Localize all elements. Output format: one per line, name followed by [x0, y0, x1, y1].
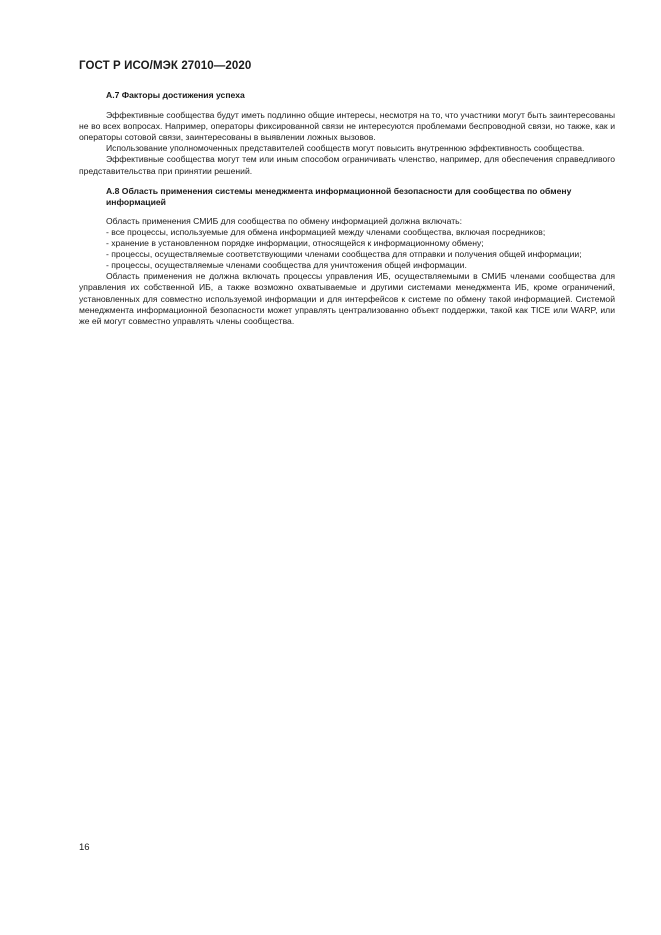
- section-a8-closing-paragraph: Область применения не должна включать процессы управления ИБ, осуществляемыми в СМИБ членами сообщества для управления их собственной ИБ, а также возможно охватываемые и другими системами менеджмента ИБ, кроме ограничений, установленных для совместно используемой информации и для интерфейсов к системе по обмену такой информацией. Системой менеджмента информационной безопасности может управлять централизованно объект поддержки, такой как TICE или WARP, или же ей могут совместно управлять члены сообщества.: [79, 271, 615, 326]
- section-a8-list-item-1: - все процессы, используемые для обмена информацией между членами сообщества, включая посредников;: [106, 226, 546, 237]
- section-a8-list-item-2: - хранение в установленном порядке информации, относящейся к информационному обмену;: [106, 238, 484, 249]
- section-a7-paragraph-3: Эффективные сообщества могут тем или иным способом ограничивать членство, например, для обеспечения справедливого представительства при принятии решений.: [79, 154, 615, 176]
- page-content: [79, 90, 615, 327]
- section-a8-list-item-4: - процессы, осуществляемые членами сообщества для уничтожения общей информации.: [106, 260, 467, 271]
- section-a8-intro: Область применения СМИБ для сообщества по обмену информацией должна включать:: [106, 215, 463, 226]
- section-a7-paragraph-2: Использование уполномоченных представителей сообществ могут повысить внутреннюю эффективность сообщества.: [106, 143, 585, 154]
- section-a7-heading: А.7 Факторы достижения успеха: [106, 90, 245, 100]
- section-a8-list-item-3: - процессы, осуществляемые соответствующими членами сообщества для отправки и получения общей информации;: [106, 249, 582, 260]
- section-a7-paragraph-1: Эффективные сообщества будут иметь подлинно общие интересы, несмотря на то, что участники могут быть заинтересованы не во всех вопросах. Например, операторы фиксированной связи не интересуются проблемами беспроводной связи, но также, как и операторы сотовой связи, заинтересованы в выявлении ложных вызовов.: [79, 110, 615, 143]
- document-header: ГОСТ Р ИСО/МЭК 27010—2020: [79, 60, 252, 72]
- section-a8-heading: А.8 Область применения системы менеджмента информационной безопасности для сообщества по обмену информацией: [106, 185, 572, 207]
- page-number: 16: [79, 842, 90, 853]
